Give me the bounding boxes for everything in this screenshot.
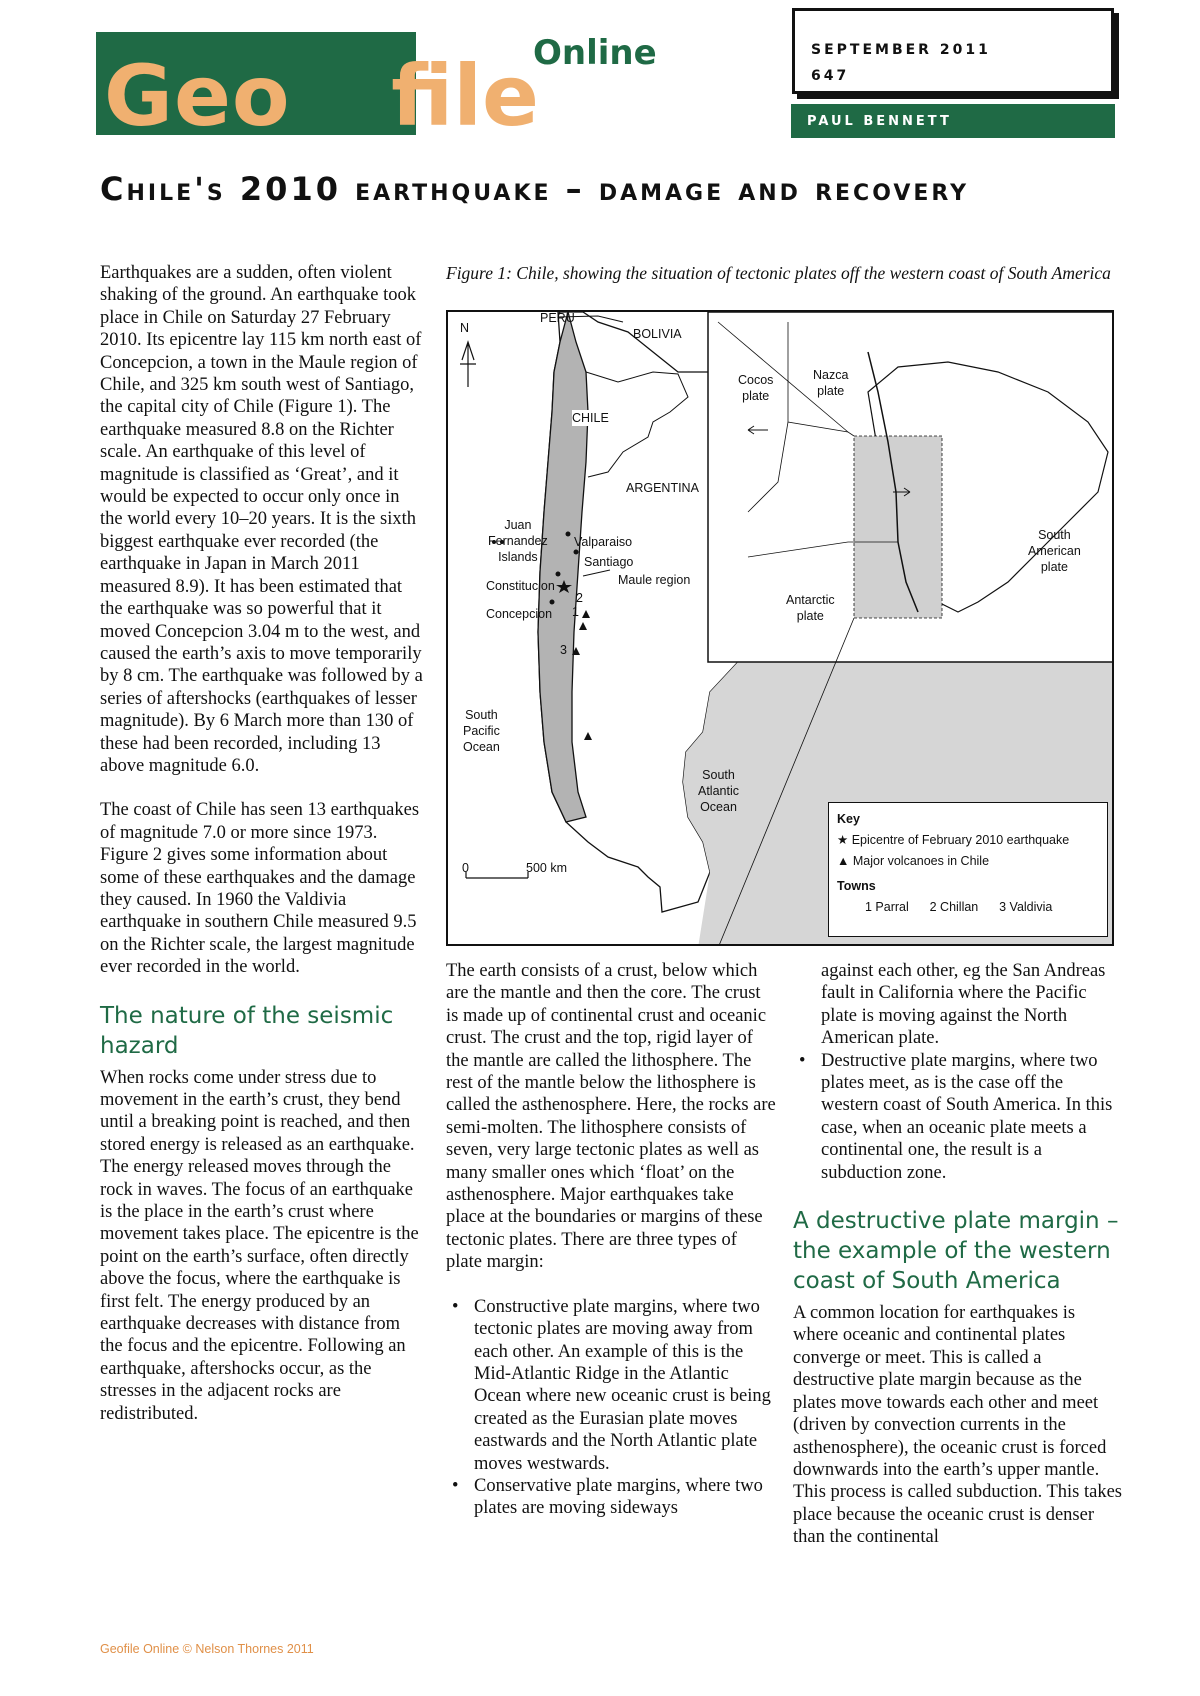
conservative-continued: against each other, eg the San Andreas fault in California where the Pacific plate is moving against the North American plate. [821, 961, 1106, 1049]
plate-tectonics-paragraph: The earth consists of a crust, below which are the mantle and then the core. The crust is made up of continental crust and oceanic crust. The crust and the top, rigid layer of the mantle are called the lithosphere. The rest of the mantle below the lithosphere is called the asthenosphere. Here, the rocks are semi-molten. The lithosphere consists of seven, very large tectonic plates as well as many smaller ones which ‘float’ on the asthenosphere. Major earthquakes take place at the boundaries or margins of these tectonic plates. There are three types of plate margin: [446, 961, 776, 1273]
key-volcanoes [837, 851, 1099, 872]
key-epicentre-label: Epicentre of February 2010 earthquake [851, 833, 1070, 847]
label-south-pacific: South Pacific Ocean [463, 708, 500, 754]
label-num-3: 3 [560, 643, 567, 657]
label-cocos-plate: Cocos plate [738, 373, 774, 403]
label-peru: PERU [540, 311, 575, 325]
column-3 [793, 960, 1123, 1571]
key-town-3: 3 Valdivia [999, 900, 1053, 914]
north-arrow [460, 342, 476, 387]
scale-bar [466, 872, 528, 878]
label-concepcion: Concepcion [486, 607, 553, 621]
label-constitucion: Constitucion [486, 579, 555, 593]
label-chile: CHILE [572, 411, 609, 425]
label-bolivia: BOLIVIA [633, 327, 682, 341]
column-2 [446, 960, 776, 1520]
logo-geo-text: Geo [104, 47, 291, 145]
key-towns [837, 897, 1099, 918]
label-santiago: Santiago [584, 555, 634, 569]
map-key [828, 802, 1108, 937]
town-dot [574, 550, 579, 555]
label-maule: Maule region [618, 573, 691, 587]
seismic-hazard-heading: The nature of the seismic hazard [100, 1002, 394, 1059]
plate-margin-list-continued [793, 1050, 1123, 1184]
destructive-margin-heading: A destructive plate margin – the example of the western coast of South America [793, 1208, 1119, 1295]
page-title: Chile's 2010 earthquake – damage and recovery [100, 170, 970, 208]
label-juan-fernandez: Juan Fernandez Islands [488, 518, 548, 564]
list-item-conservative: • Conservative plate margins, where two plates are moving sideways [446, 1475, 776, 1520]
issue-box [792, 8, 1114, 94]
town-dot [556, 572, 561, 577]
coast-paragraph: The coast of Chile has seen 13 earthquakes of magnitude 7.0 or more since 1973. Figure 2 gives some information about some of these earthquakes and the damage they caused. In 1960 the Valdivia earthquake in southern Chile measured 9.5 on the Richter scale, the largest magnitude ever recorded in the world. [100, 800, 420, 978]
seismic-hazard-paragraph: When rocks come under stress due to movement in the earth’s crust, they bend until a breaking point is reached, and then stored energy is released as an earthquake. The energy released moves through the rock in waves. The focus of an earthquake is the place in the earth’s crust where movement takes place. The epicentre is the point on the earth’s surface, often directly above the focus, where the earthquake is first felt. The energy produced by an earthquake decreases with distance from the focus and the epicentre. Following an earthquake, aftershocks occur, as the stresses in the adjacent rocks are redistributed. [100, 1067, 419, 1424]
key-towns-title: Towns [837, 879, 876, 893]
column-1 [100, 262, 425, 1447]
label-south-atlantic: South Atlantic Ocean [698, 768, 739, 814]
label-argentina: ARGENTINA [626, 481, 699, 495]
key-title: Key [837, 812, 860, 826]
label-antarctic-plate: Antarctic plate [786, 593, 835, 623]
key-town-2: 2 Chillan [929, 900, 979, 914]
label-south-american-plate: South American plate [1028, 528, 1081, 574]
figure-caption: Figure 1: Chile, showing the situation of tectonic plates off the western coast of South America [446, 263, 1111, 283]
star-icon: ★ [837, 833, 849, 847]
label-scale-zero: 0 [462, 861, 469, 875]
destructive-margin-paragraph: A common location for earthquakes is where oceanic and continental plates converge or meet. This is called a destructive plate margin because as the plates move towards each other and meet (driven by convection currents in the asthenosphere), the oceanic crust is forced downwards into the earth’s upper mantle. This process is called subduction. This takes place because the oceanic crust is denser than the continental [793, 1303, 1123, 1548]
chile-map-figure [446, 310, 1114, 946]
logo-online-text: Online [533, 33, 657, 73]
list-item-destructive: • Destructive plate margins, where two plates meet, as is the case off the western coast of South America. In this case, when an oceanic plate meets a continental one, the result is a subduction zone. [793, 1050, 1123, 1184]
label-num-1: 1 [572, 605, 579, 619]
intro-paragraph: Earthquakes are a sudden, often violent shaking of the ground. An earthquake took place in Chile on Saturday 27 February 2010. Its epicentre lay 115 km north east of Concepcion, a town in the Maule region of Chile, and 325 km south west of Santiago, the capital city of Chile (Figure 1). The earthquake measured 8.8 on the Richter scale. An earthquake of this level of magnitude is classified as ‘Great’, and it would be expected to occur only once in the world every 10–20 years. It is the sixth biggest earthquake ever recorded (the earthquake in Japan in March 2011 measured 8.9). It has been estimated that the earthquake was so powerful that it moved Concepcion 3.04 m to the west, and caused the earth’s axis to move temporarily by 8 cm. The earthquake was followed by a series of aftershocks (earthquakes of lesser magnitude). By 6 March more than 130 of these had been recorded, including 13 above magnitude 6.0. [100, 263, 423, 776]
town-dot [550, 600, 555, 605]
key-volcanoes-label: Major volcanoes in Chile [852, 854, 990, 868]
issue-number: 647 [811, 68, 850, 84]
label-num-2: 2 [576, 591, 583, 605]
label-scale-500: 500 km [526, 861, 567, 875]
label-nazca-plate: Nazca plate [813, 368, 849, 398]
label-north: N [460, 321, 470, 335]
author-bar: PAUL BENNETT [791, 104, 1115, 138]
plate-margin-list [446, 1296, 776, 1520]
label-valparaiso: Valparaiso [574, 535, 633, 549]
list-item-constructive: • Constructive plate margins, where two tectonic plates are moving away from each other. An example of this is the Mid-Atlantic Ridge in the Atlantic Ocean where new oceanic crust is being created as the Eurasian plate moves eastwards and the North Atlantic plate moves westwards. [446, 1296, 776, 1475]
key-town-1: 1 Parral [865, 900, 909, 914]
issue-date: SEPTEMBER 2011 [811, 42, 991, 58]
key-epicentre [837, 830, 1099, 851]
logo-file-text: file [391, 47, 540, 145]
triangle-icon: ▲ [837, 854, 850, 868]
geofile-logo [96, 32, 416, 145]
town-dot [566, 532, 571, 537]
footer-copyright: Geofile Online © Nelson Thornes 2011 [100, 1642, 314, 1656]
